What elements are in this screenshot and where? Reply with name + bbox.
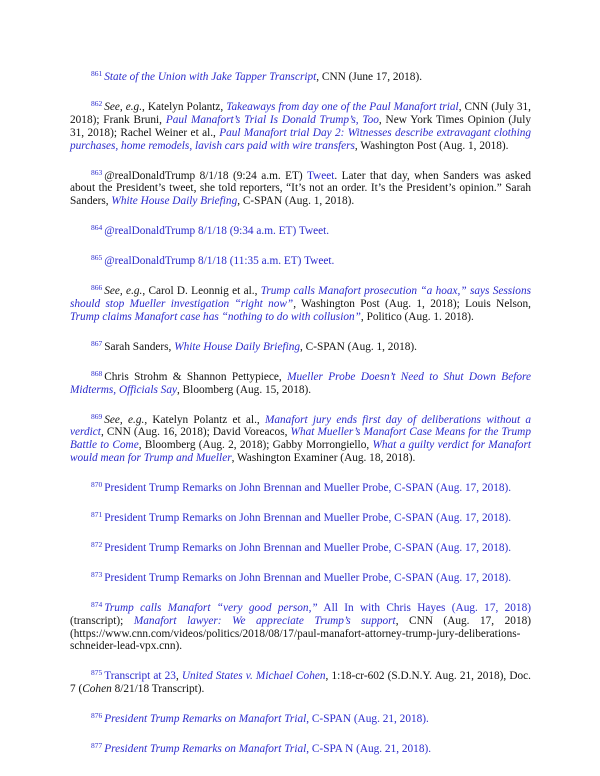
citation-link[interactable]: Manafort lawyer: We appreciate Trump’s support [133,614,396,627]
citation-text: , Washington Examiner (Aug. 18, 2018). [231,452,416,465]
citation-link[interactable]: What Mueller’s Manafort Case Means for the Trump Battle to Come [70,426,531,452]
citation-link[interactable]: Trump claims Manafort case has “nothing to do with collusion” [70,310,361,323]
citation-link[interactable]: , C-SPA N (Aug. 21, 2018). [306,743,432,756]
footnotes-page [70,68,531,770]
citation-text: See, e.g. [104,285,143,298]
footnote-872 [70,539,531,555]
footnote-number: 871 [91,510,103,520]
footnote-number: 873 [91,569,103,579]
citation-text: , Washington Post (Aug. 1, 2018); Louis Nelson, [293,297,531,310]
citation-text: , CNN (June 17, 2018). [316,71,423,83]
citation-text: See, e.g. [104,413,145,426]
footnote-863 [70,167,531,209]
citation-link[interactable]: President Trump Remarks on John Brennan and Mueller Probe, C-SPAN (Aug. 17, 2018). [104,571,512,584]
footnote-877 [70,740,531,756]
footnote-number: 865 [91,253,103,263]
footnote-875 [70,667,531,696]
citation-text: , Bloomberg (Aug. 2, 2018); Gabby Morrongiello, [138,439,373,452]
citation-link[interactable]: President Trump Remarks on John Brennan and Mueller Probe, C-SPAN (Aug. 17, 2018). [104,541,512,554]
citation-text: , Bloomberg (Aug. 15, 2018). [177,383,312,396]
footnote-number: 870 [91,480,103,490]
citation-text: See, e.g. [104,100,143,113]
citation-text: Cohen [82,683,112,696]
citation-text: , C-SPAN (Aug. 1, 2018). [237,195,355,208]
citation-link[interactable]: White House Daily Briefing [174,340,301,353]
footnote-870 [70,479,531,495]
footnote-862 [70,98,531,153]
citation-text: . Later that day, when Sanders was asked about the President’s tweet, she told reporters, “It’s not an order. It’s the President’s opinion.” Sarah Sanders, [70,169,531,208]
footnote-867 [70,338,531,354]
citation-link[interactable]: Trump calls Manafort “very good person,” [104,601,318,614]
citation-text: , CNN (Aug. 16, 2018); David Voreacos, [100,426,291,439]
citation-link[interactable]: United States v. Michael Cohen [181,670,326,683]
footnote-866 [70,282,531,324]
citation-text: (transcript); [70,614,134,627]
footnote-865 [70,252,531,268]
footnote-874 [70,599,531,654]
citation-text: , [175,670,182,683]
citation-text: , C-SPAN (Aug. 1, 2018). [300,340,417,353]
citation-link[interactable]: Takeaways from day one of the Paul Manafort trial [226,100,459,113]
footnote-number: 867 [91,338,103,348]
citation-link[interactable]: What a guilty verdict for Manafort would mean for Trump and Mueller [70,439,531,465]
citation-text: , New York Times Opinion (July 31, 2018); Rachel Weiner et al., [70,113,531,139]
footnote-number: 877 [91,741,103,751]
footnote-number: 875 [91,668,103,678]
citation-link[interactable]: White House Daily Briefing [111,195,238,208]
citation-text: Chris Strohm & Shannon Pettypiece, [104,370,288,383]
citation-text: , CNN (July 31, 2018); Frank Bruni, [70,100,531,126]
citation-text: , Katelyn Polantz, [142,100,227,113]
footnote-876 [70,710,531,726]
citation-link[interactable]: Manafort jury ends first day of deliberations without a verdict [70,413,531,439]
footnote-871 [70,509,531,525]
citation-text: , Katelyn Polantz et al., [144,413,265,426]
citation-link[interactable]: President Trump Remarks on John Brennan and Mueller Probe, C-SPAN (Aug. 17, 2018). [104,512,512,525]
footnote-869 [70,411,531,466]
footnote-864 [70,222,531,238]
citation-link[interactable]: Paul Manafort’s Trial Is Donald Trump’s, Too [165,113,379,126]
citation-link[interactable]: Paul Manafort trial Day 2: Witnesses describe extravagant clothing purchases, home remodels, lavish cars paid with wire transfers [70,126,532,152]
citation-text: , Politico (Aug. 1. 2018). [360,310,474,323]
footnote-number: 863 [91,167,103,177]
footnote-873 [70,569,531,585]
citation-link[interactable]: All In with Chris Hayes (Aug. 17, 2018) [317,601,531,614]
footnote-861 [70,68,531,84]
citation-text: 8/21/18 Transcript). [111,683,205,696]
citation-text: , 1:18-cr-602 (S.D.N.Y. Aug. 21, 2018), Doc. 7 ( [70,670,532,696]
citation-link[interactable]: Transcript at 23 [104,670,176,683]
citation-link[interactable]: Tweet [306,169,335,182]
footnote-number: 869 [91,411,103,421]
citation-text: Sarah Sanders, [104,340,175,353]
citation-link[interactable]: President Trump Remarks on Manafort Trial [104,743,307,756]
footnote-number: 876 [91,711,103,721]
citation-text: , Washington Post (Aug. 1, 2018). [354,139,509,152]
citation-link[interactable]: President Trump Remarks on John Brennan and Mueller Probe, C-SPAN (Aug. 17, 2018). [104,482,512,495]
citation-text: , CNN (Aug. 17, 2018) (https://www.cnn.com/videos/politics/2018/08/17/paul-manafort-attorney-trump-jury-deliberations-schneider-lead-vpx.cnn). [70,614,532,653]
footnote-number: 868 [91,368,103,378]
citation-link[interactable]: , C-SPAN (Aug. 21, 2018). [306,713,429,726]
citation-link[interactable]: @realDonaldTrump 8/1/18 (11:35 a.m. ET) Tweet. [104,255,335,268]
footnote-number: 874 [91,599,103,609]
footnote-number: 866 [91,283,103,293]
citation-text: @realDonaldTrump 8/1/18 (9:24 a.m. ET) [104,169,307,182]
citation-text: , Carol D. Leonnig et al., [142,285,261,298]
footnote-number: 864 [91,223,103,233]
footnote-number: 862 [91,98,103,108]
citation-link[interactable]: State of the Union with Jake Tapper Transcript [104,71,317,83]
citation-link[interactable]: Trump calls Manafort prosecution “a hoax,” says Sessions should stop Mueller investigation “right now” [70,285,532,310]
citation-link[interactable]: @realDonaldTrump 8/1/18 (9:34 a.m. ET) Tweet. [104,225,330,238]
citation-link[interactable]: President Trump Remarks on Manafort Trial [104,713,307,726]
footnote-number: 872 [91,539,103,549]
citation-link[interactable]: Mueller Probe Doesn’t Need to Shut Down Before Midterms, Officials Say [70,370,531,396]
footnote-number: 861 [91,69,103,78]
footnote-868 [70,368,531,397]
